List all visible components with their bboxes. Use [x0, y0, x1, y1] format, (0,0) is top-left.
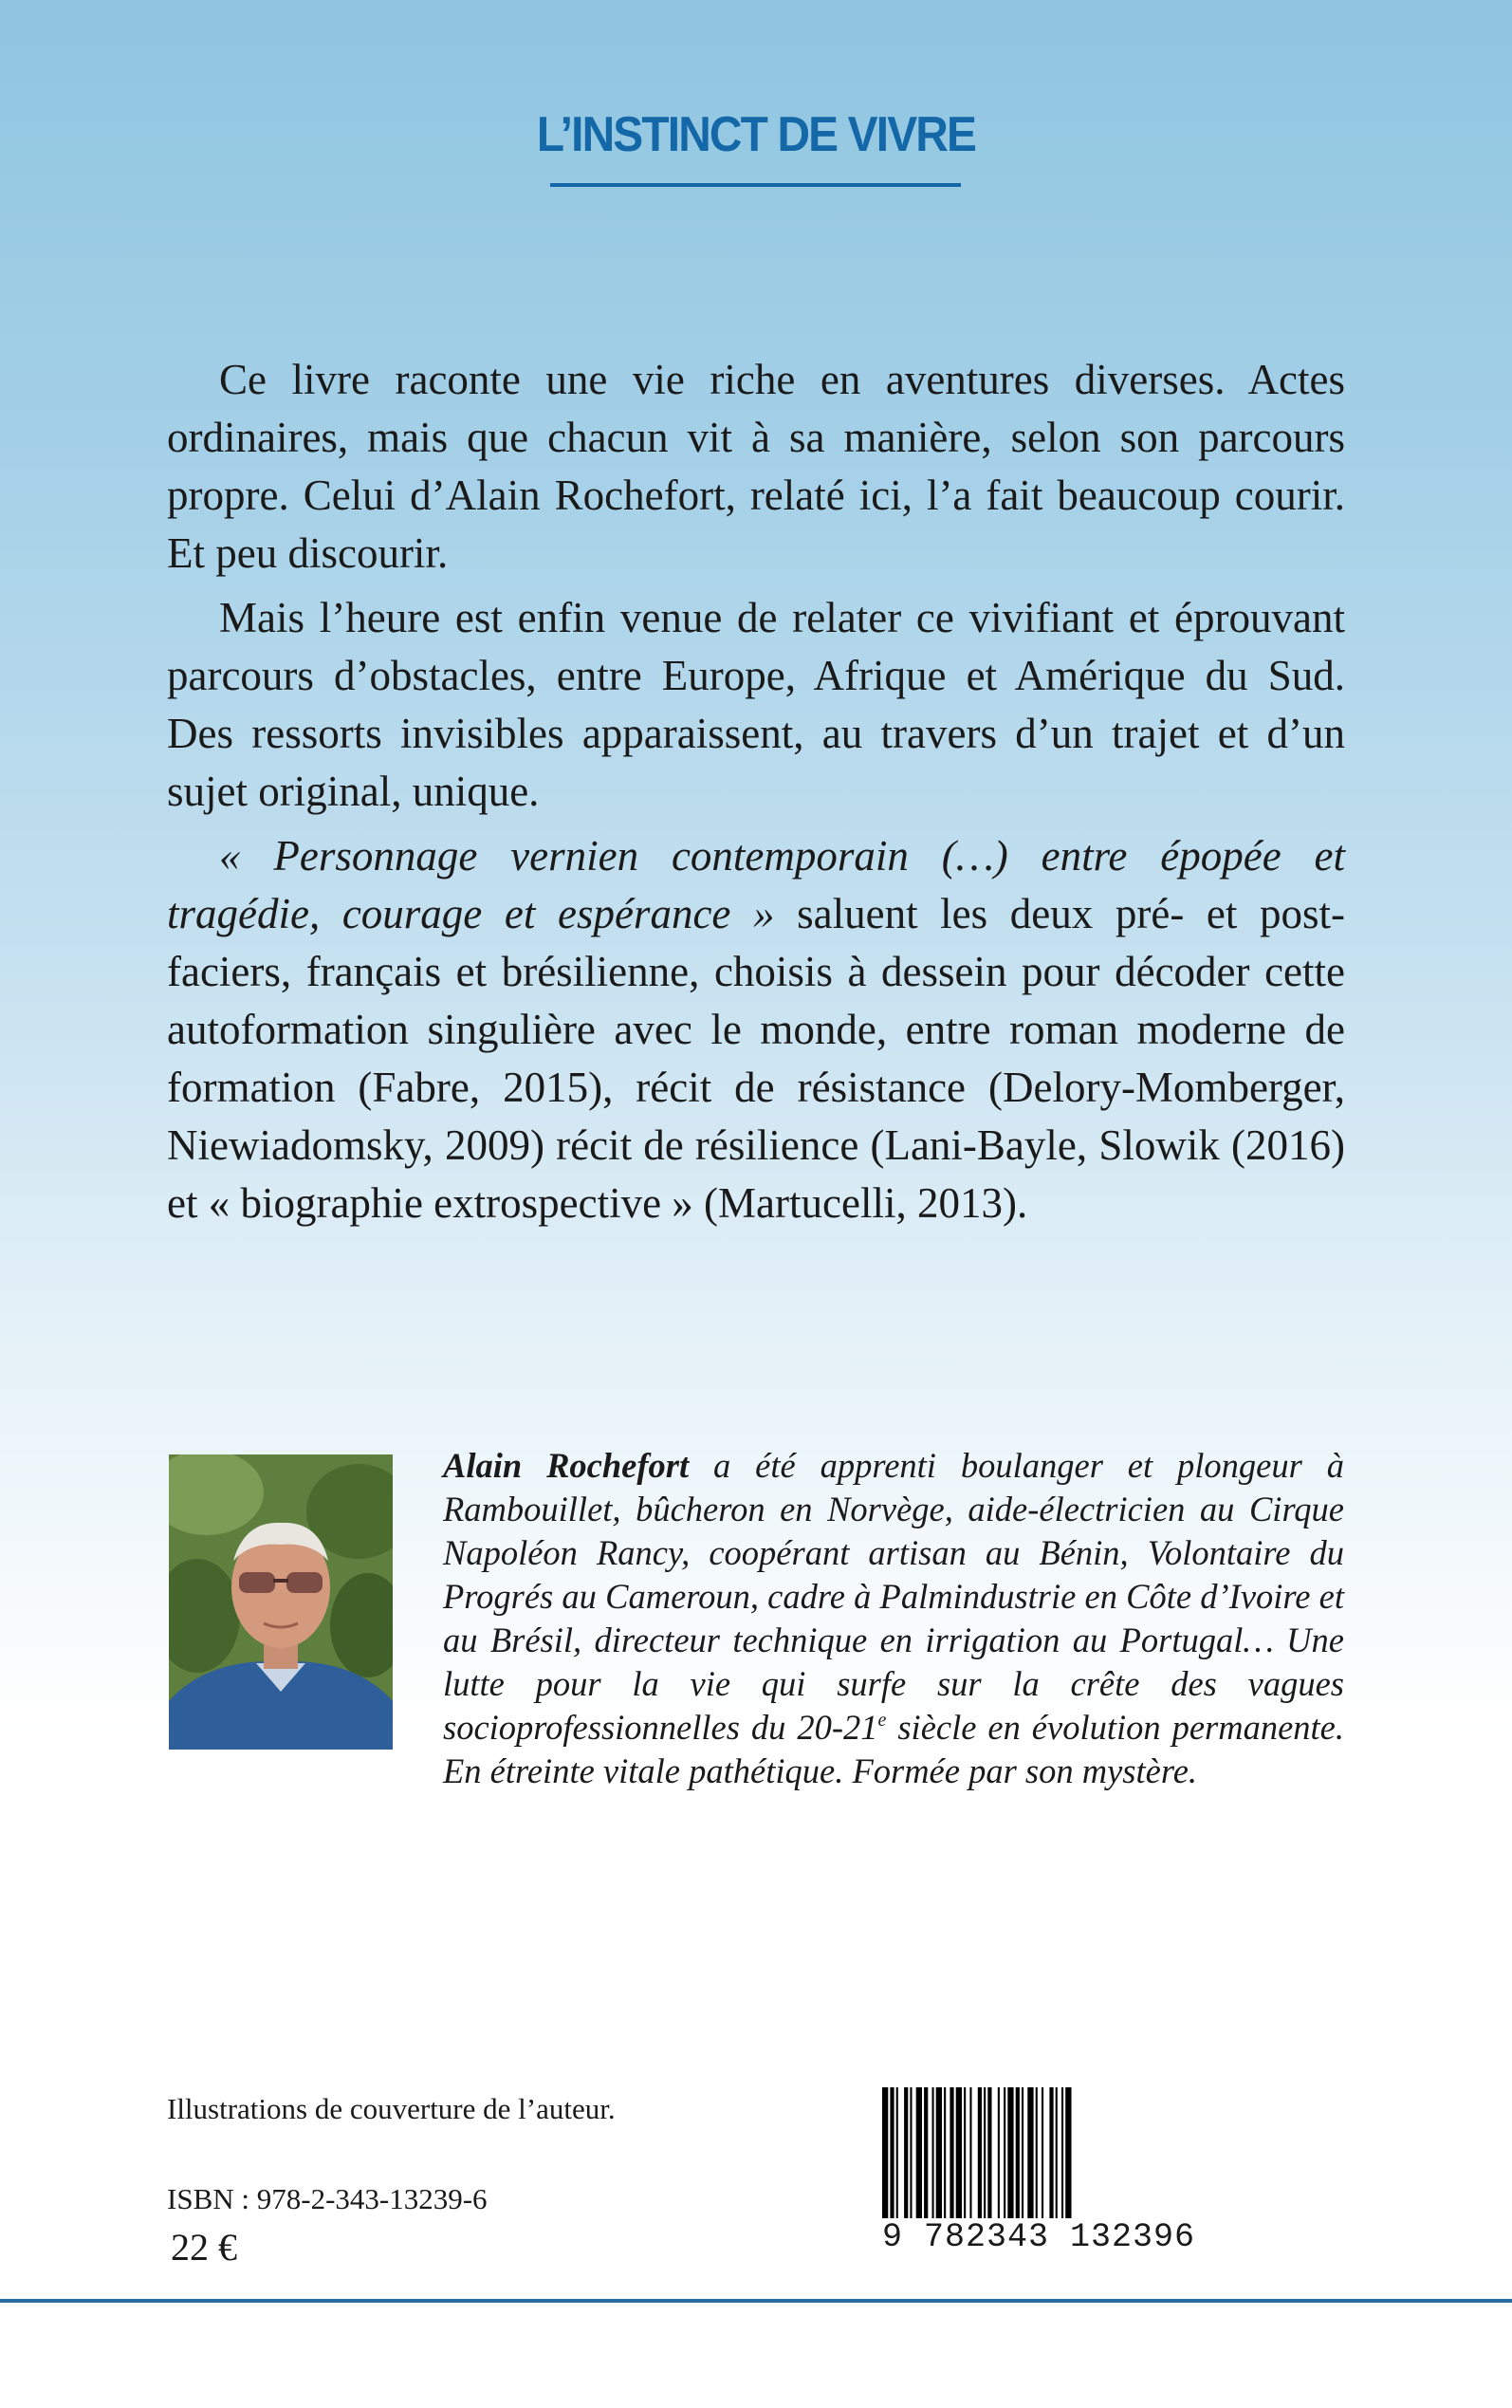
- author-photo: [169, 1454, 393, 1750]
- barcode-bar: [1036, 2087, 1038, 2220]
- barcode-bar: [1027, 2087, 1033, 2220]
- back-cover-blurb: [167, 351, 1345, 1239]
- author-name: Alain Rochefort: [443, 1446, 690, 1485]
- barcode-bar: [932, 2087, 934, 2220]
- barcode-bar: [936, 2087, 942, 2220]
- barcode-bar: [984, 2087, 986, 2220]
- barcode-bar: [1049, 2087, 1053, 2220]
- barcode-bar: [956, 2087, 962, 2220]
- barcode-bar: [1022, 2087, 1023, 2220]
- bottom-rule: [0, 2299, 1512, 2303]
- barcode-digits: 9 782343 132396: [882, 2218, 1210, 2256]
- barcode-bar: [944, 2087, 946, 2220]
- title-underline: [550, 183, 961, 187]
- blurb-quote: « Personnage vernien contemporain (…) entre épopée et tragédie, courage et espérance »: [167, 832, 1345, 937]
- author-bio-text-2: siècle en évolution permanente. En étreinte vitale pathétique. Formée par son mystère.: [443, 1708, 1345, 1790]
- barcode-bar: [882, 2087, 888, 2220]
- isbn-number: ISBN : 978-2-343-13239-6: [167, 2182, 488, 2215]
- barcode-bar: [910, 2087, 912, 2220]
- barcode-bar: [924, 2087, 928, 2220]
- barcode-bar: [1065, 2087, 1071, 2220]
- barcode-bar: [890, 2087, 894, 2220]
- barcode-bar: [1004, 2087, 1005, 2220]
- barcode-bar: [1056, 2087, 1058, 2220]
- barcode-bar: [998, 2087, 1000, 2220]
- price-label: 22 €: [171, 2226, 237, 2269]
- barcode-bar: [969, 2087, 971, 2220]
- blurb-paragraph-1: Ce livre raconte une vie riche en aventures diverses. Actes ordinaires, mais que chacun vit à sa manière, selon son parcours propre. Celui d’Alain Rochefort, relaté ici, l’a fait beaucoup courir. Et peu discourir.: [167, 356, 1345, 577]
- barcode-bar: [904, 2087, 908, 2220]
- barcode-bar: [950, 2087, 953, 2220]
- barcode-bars: [876, 2087, 1205, 2220]
- author-bio: [443, 1444, 1344, 1793]
- barcode-bar: [987, 2087, 991, 2220]
- author-bio-text-1: a été apprenti boulanger et plongeur à Rambouillet, bûcheron en Norvège, aide-électricien au Cirque Napoléon Rancy, coopérant artisan au Bénin, Volontaire du Progrés au Cameroun, cadre à Palmindustrie en Côte d’Ivoire et au Brésil, directeur technique en irrigation au Portugal… Une lutte pour la vie qui surfe sur la crête des vagues socioprofessionnelles du 20-21: [443, 1446, 1344, 1747]
- author-portrait-illustration: [169, 1454, 393, 1750]
- barcode-bar: [1042, 2087, 1043, 2220]
- barcode-bar: [1016, 2087, 1020, 2220]
- century-superscript: e: [877, 1710, 887, 1731]
- barcode-bar: [916, 2087, 922, 2220]
- barcode-bar: [964, 2087, 966, 2220]
- barcode-bar: [1007, 2087, 1013, 2220]
- blurb-paragraph-2: Mais l’heure est enfin venue de relater ce vivifiant et éprouvant parcours d’obstacles, entre Europe, Afrique et Amérique du Sud. Des ressorts invisibles apparaissent, au travers d’un trajet et d’un sujet original, unique.: [167, 594, 1345, 815]
- barcode-bar: [1061, 2087, 1063, 2220]
- cover-illustration-credit: Illustrations de couverture de l’auteur.: [167, 2092, 616, 2125]
- barcode-bar: [978, 2087, 982, 2220]
- blurb-paragraph-3: [167, 827, 1345, 1232]
- barcode-bar: [896, 2087, 898, 2220]
- book-title: L’INSTINCT DE VIVRE: [536, 107, 976, 162]
- blurb-paragraph-3-text: saluent les deux pré- et post-faciers, français et brésilienne, choisis à dessein pour décoder cette autoformation singulière avec le monde, entre roman moderne de formation (Fabre, 2015), récit de résistance (Delory-Momberger, Niewiadomsky, 2009) récit de résilience (Lani-Bayle, Slowik (2016) et « biographie extrospective » (Martucelli, 2013).: [167, 890, 1345, 1227]
